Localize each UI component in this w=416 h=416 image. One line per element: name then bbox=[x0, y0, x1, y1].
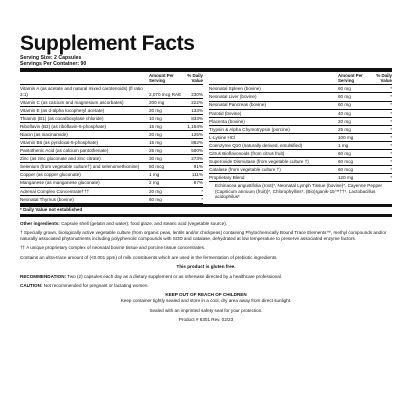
nutrient-daily-value: * bbox=[390, 150, 392, 156]
nutrient-amount: 60 mg bbox=[338, 86, 351, 92]
right-nutrient-rows bbox=[209, 85, 392, 182]
amount-per-serving-header: Amount Per Serving bbox=[149, 73, 174, 84]
label-paragraph bbox=[20, 245, 392, 251]
nutrient-daily-value: 87% bbox=[193, 180, 203, 186]
nutrient-daily-value: * bbox=[390, 102, 392, 108]
facts-columns bbox=[20, 72, 392, 203]
nutrient-daily-value: 222% bbox=[191, 99, 203, 105]
nutrient-row bbox=[209, 85, 392, 93]
nutrient-row bbox=[209, 93, 392, 101]
nutrient-row bbox=[20, 180, 203, 188]
facts-left-column bbox=[20, 72, 203, 203]
daily-value-note: * Daily Value not established bbox=[20, 207, 392, 218]
nutrient-daily-value: 833% bbox=[191, 115, 203, 121]
nutrient-amount: 20 mg bbox=[149, 131, 162, 137]
nutrient-amount: 60 mg bbox=[338, 94, 351, 100]
nutrient-daily-value: 133% bbox=[191, 107, 203, 113]
nutrient-name: Placenta (bovine) bbox=[209, 118, 245, 124]
amount-per-serving-header: Amount Per Serving bbox=[338, 73, 363, 84]
nutrient-row bbox=[20, 188, 203, 196]
nutrient-amount: 2,070 mcg RAE bbox=[149, 91, 182, 97]
gluten-free-statement: This product is gluten free. bbox=[176, 264, 236, 270]
nutrient-row bbox=[20, 123, 203, 131]
nutrient-name: Adrenal Complex Concentrate††† bbox=[20, 188, 90, 194]
nutrient-daily-value: 273% bbox=[191, 156, 203, 162]
nutrient-daily-value: 230% bbox=[191, 91, 203, 97]
nutrient-row bbox=[209, 134, 392, 142]
label-paragraph bbox=[20, 221, 392, 227]
seal-statement: Sealed with an imprinted safety seal for your protection. bbox=[149, 307, 263, 313]
nutrient-amount: 50 mcg bbox=[149, 164, 165, 170]
nutrient-name: Selenium (from vegetable culture†) and selenomethionine) bbox=[20, 164, 140, 170]
paragraph-text: Contains an ultra-trace amount of (<0.001 ppm) of milk constituents which are used in the fermentation of prebiotic ingredients. bbox=[20, 254, 278, 260]
nutrient-amount: 100 mg bbox=[338, 134, 354, 140]
nutrient-amount: 60 mg bbox=[149, 196, 162, 202]
serving-size: Serving Size: 2 Capsules bbox=[20, 55, 82, 61]
nutrient-row bbox=[20, 131, 203, 139]
nutrient-daily-value: 1,154% bbox=[187, 123, 203, 129]
daily-value-header: % Daily Value bbox=[187, 73, 203, 84]
nutrient-daily-value: * bbox=[390, 110, 392, 116]
nutrient-name: Catalase (from vegetable culture †) bbox=[209, 167, 281, 173]
nutrient-amount: 20 mg bbox=[149, 107, 162, 113]
nutrient-daily-value: 111% bbox=[191, 172, 203, 178]
caution-text bbox=[20, 283, 392, 289]
label-paragraph bbox=[20, 230, 392, 242]
nutrient-row bbox=[209, 174, 392, 182]
nutrient-amount: 15 mg bbox=[149, 140, 162, 146]
nutrient-daily-value: * bbox=[390, 167, 392, 173]
nutrient-name: Vitamin A (as acetate and natural mixed carotenoids) (fl ratio 3:1) bbox=[20, 86, 143, 97]
keep-out-warning: KEEP OUT OF REACH OF CHILDREN bbox=[165, 292, 247, 298]
nutrient-daily-value: 125% bbox=[191, 131, 203, 137]
nutrient-row bbox=[209, 126, 392, 134]
nutrient-name: Neonatal Liver (bovine) bbox=[209, 94, 257, 100]
nutrient-name: Vitamin C (as calcium and magnesium ascorbates) bbox=[20, 99, 124, 105]
nutrient-amount: 60 mg bbox=[338, 102, 351, 108]
caution-body: Not recommended for pregnant or lactating women. bbox=[42, 283, 149, 289]
paragraph-text: Capsule shell (gelatin and water), food glaze, and stearic acid (vegetable source). bbox=[59, 220, 228, 226]
nutrient-name: Manganese (as manganese gluconate) bbox=[20, 180, 100, 186]
nutrient-amount: 10 mg bbox=[149, 115, 162, 121]
nutrient-name: Neonatal Thymus (bovine) bbox=[20, 196, 74, 202]
paragraph-text: † Specially grown, biologically active vegetable culture (from organic peas, lentils and/or chickpeas) containing Phytochemically Bound Trace Elements™, methyl compounds and/or naturally associated phytonutrients including polyphenolic compounds with SOD and catalase, dehydrated at low temperature to preserve associated enzyme factors. bbox=[20, 230, 387, 242]
nutrient-amount: 60 mcg bbox=[338, 159, 354, 164]
nutrient-daily-value: 882% bbox=[191, 140, 203, 146]
nutrient-amount: 25 mg bbox=[338, 126, 351, 132]
nutrient-row bbox=[209, 110, 392, 118]
nutrient-amount: 25 mg bbox=[149, 148, 162, 154]
nutrient-row bbox=[209, 166, 392, 174]
caution-label: CAUTION: bbox=[20, 283, 43, 289]
nutrient-name: Niacin (as niacinamide) bbox=[20, 131, 68, 137]
supplement-facts-label bbox=[20, 33, 392, 378]
facts-right-column bbox=[209, 72, 392, 203]
nutrient-daily-value: 91% bbox=[193, 164, 203, 170]
nutrient-row bbox=[20, 155, 203, 163]
nutrient-daily-value: * bbox=[201, 188, 203, 194]
nutrient-daily-value: * bbox=[390, 134, 392, 140]
nutrient-row bbox=[20, 147, 203, 155]
proprietary-blend-ingredients: Echinacea angustifolia (root)*, Neonatal Lymph Tissue (bovine)*, Cayenne Pepper (Capsicum annuum (fruit))*, Chlorophyllins*, (Bio)rganik-15™††*, Lactobacillus acidophilus* bbox=[215, 183, 383, 200]
label-paragraph bbox=[20, 255, 392, 261]
nutrient-amount: 200 mg bbox=[149, 99, 165, 105]
recommendation-label: RECOMMENDATION: bbox=[20, 273, 67, 279]
left-nutrient-rows bbox=[20, 85, 203, 203]
nutrient-name: Citrus Bioflavonoids (from citrus fruit) bbox=[209, 150, 285, 156]
nutrient-amount: 60 mg bbox=[338, 150, 351, 156]
recommendation-body: Two (2) capsules each day as a dietary supplement or as otherwise directed by a healthcare professional. bbox=[66, 273, 283, 279]
nutrient-daily-value: * bbox=[390, 175, 392, 181]
label-paragraphs bbox=[20, 221, 392, 261]
nutrient-daily-value: * bbox=[390, 118, 392, 124]
nutrient-name: L-Lysine HCl bbox=[209, 134, 236, 140]
paragraph-label: Other ingredients: bbox=[20, 220, 60, 226]
nutrient-name: Neonatal Pancreas (bovine) bbox=[209, 102, 266, 108]
nutrient-row bbox=[20, 85, 203, 98]
nutrient-daily-value: * bbox=[201, 196, 203, 202]
nutrient-name: Riboflavin (B2) (as riboflavin-5-phosphate) bbox=[20, 123, 107, 129]
nutrient-name: Parotid (bovine) bbox=[209, 110, 242, 116]
nutrient-name: Copper (as copper gluconate) bbox=[20, 172, 81, 178]
nutrient-amount: 120 mg bbox=[338, 175, 354, 181]
product-number: Product # 6301 Rev. 02/23 bbox=[178, 317, 234, 322]
nutrient-amount: 20 mg bbox=[338, 118, 351, 124]
nutrient-amount: 60 mcg bbox=[338, 167, 354, 173]
nutrient-name: Superoxide Dismutase (from vegetable culture †) bbox=[209, 159, 309, 164]
servings-per-container: Servings Per Container: 90 bbox=[20, 61, 87, 68]
nutrient-name: Vitamin E (as d-alpha tocopheryl acetate) bbox=[20, 107, 105, 113]
storage-instructions: Keep container tightly sealed and store in a cool, dry area away from direct sunlight. bbox=[120, 298, 292, 304]
nutrient-daily-value: * bbox=[390, 142, 392, 148]
nutrient-daily-value: * bbox=[390, 94, 392, 100]
nutrient-row bbox=[20, 196, 203, 204]
nutrient-daily-value: * bbox=[390, 86, 392, 92]
label-title: Supplement Facts bbox=[20, 33, 195, 55]
nutrient-amount: 2 mg bbox=[149, 180, 160, 186]
nutrient-amount: 1 mg bbox=[338, 142, 349, 148]
nutrient-row bbox=[209, 150, 392, 158]
nutrient-row bbox=[20, 171, 203, 179]
nutrient-daily-value: 500% bbox=[191, 148, 203, 154]
nutrient-amount: 1 mg bbox=[149, 172, 160, 178]
nutrient-row bbox=[209, 118, 392, 126]
nutrient-name: Zinc (as zinc gluconate and zinc citrate) bbox=[20, 156, 101, 162]
nutrient-amount: 40 mg bbox=[338, 110, 351, 116]
nutrient-name: Proprietary Blend bbox=[209, 175, 245, 181]
paragraph-text: †† A unique proprietary complex of neonatal bovine tissue and porcine tissue concentrates. bbox=[20, 245, 206, 251]
nutrient-name: Coenzyme Q10 (naturally derived, emulsified) bbox=[209, 142, 303, 148]
nutrient-daily-value: * bbox=[390, 159, 392, 164]
column-header bbox=[209, 72, 392, 85]
nutrient-row bbox=[209, 102, 392, 110]
nutrient-name: Trypsin & Alpha Chymotrypsin (porcine) bbox=[209, 126, 290, 132]
nutrient-amount: 20 mg bbox=[149, 188, 162, 194]
nutrient-row bbox=[20, 107, 203, 115]
nutrient-row bbox=[20, 163, 203, 171]
nutrient-name: Neonatal Spleen (bovine) bbox=[209, 86, 261, 92]
nutrient-row bbox=[209, 142, 392, 150]
nutrient-row bbox=[209, 158, 392, 166]
nutrient-daily-value: * bbox=[390, 126, 392, 132]
nutrient-amount: 30 mg bbox=[149, 156, 162, 162]
nutrient-row bbox=[20, 99, 203, 107]
nutrient-row bbox=[20, 139, 203, 147]
nutrient-name: Thiamin (B1) (as cocarboxylase chloride) bbox=[20, 115, 104, 121]
nutrient-name: Vitamin B6 (as pyridoxal-5-phosphate) bbox=[20, 140, 99, 146]
column-header bbox=[20, 72, 203, 85]
recommendation-text bbox=[20, 274, 392, 280]
daily-value-header: % Daily Value bbox=[376, 73, 392, 84]
nutrient-row bbox=[20, 115, 203, 123]
nutrient-amount: 15 mg bbox=[149, 123, 162, 129]
nutrient-name: Pantothenic Acid (as calcium pantothenate) bbox=[20, 148, 109, 154]
